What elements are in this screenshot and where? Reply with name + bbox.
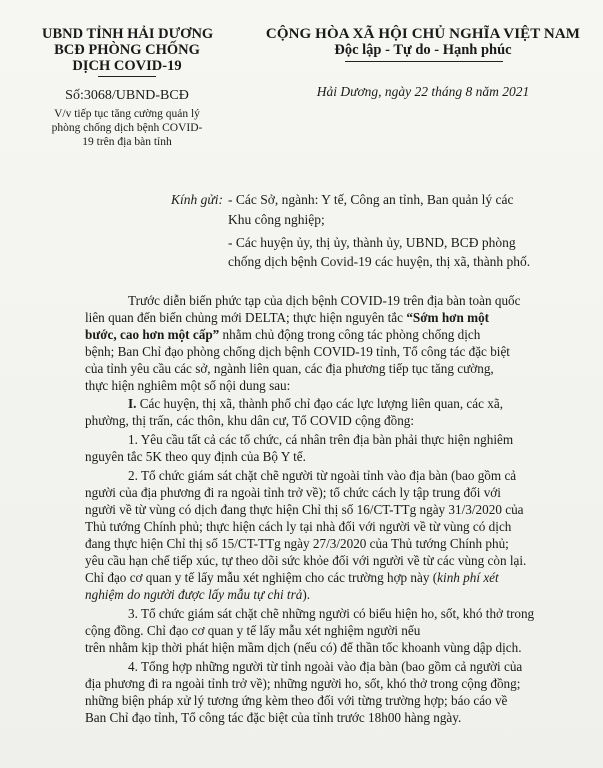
subject-line1: V/v tiếp tục tăng cường quản lý — [54, 108, 200, 120]
document-number: Số:3068/UBND-BCĐ — [65, 88, 189, 103]
recipient-2-line2: chống dịch bệnh Covid-19 các huyện, thị xã, thành phố. — [228, 254, 531, 269]
item-3-line3: trên nhằm kịp thời phát hiện mầm dịch (nếu có) để thần tốc khoanh vùng dập dịch. — [85, 640, 522, 655]
section-1-text: Các huyện, thị xã, thành phố chỉ đạo các lực lượng liên quan, các xã, — [136, 396, 504, 411]
intro-line1: Trước diễn biến phức tạp của dịch bệnh COVID-19 trên địa bàn toàn quốc — [128, 293, 521, 308]
recipient-1-line2: Khu công nghiệp; — [228, 212, 325, 227]
subject-line2: phòng chống dịch bệnh COVID- — [51, 122, 203, 134]
intro-line3-text: nhằm chủ động trong công tác phòng chống dịch — [219, 327, 481, 342]
motto-underline — [345, 61, 503, 62]
section-1-line1 — [128, 396, 503, 412]
intro-line4: bệnh; Ban Chỉ đạo phòng chống dịch bệnh COVID-19 tỉnh, Tổ công tác đặc biệt — [85, 344, 510, 359]
intro-line2 — [85, 310, 489, 326]
intro-line3 — [85, 327, 480, 343]
org-underline — [98, 76, 156, 77]
item-2-line7 — [85, 570, 499, 586]
principle-phrase-part2: bước, cao hơn một cấp” — [85, 327, 220, 342]
principle-phrase-part1: “Sớm hơn một — [406, 310, 490, 325]
recipients-label: Kính gửi: — [171, 192, 223, 207]
item-1-line1: 1. Yêu cầu tất cả các tổ chức, cá nhân trên địa bàn phải thực hiện nghiêm — [128, 432, 514, 447]
item-2-line1: 2. Tổ chức giám sát chặt chẽ người từ ngoài tỉnh vào địa bàn (bao gồm cả — [128, 468, 517, 483]
subject-line3: 19 trên địa bàn tỉnh — [82, 136, 172, 148]
date-line: Hải Dương, ngày 22 tháng 8 năm 2021 — [316, 84, 530, 99]
item-4-line4: Ban Chỉ đạo tỉnh, Tổ công tác đặc biệt của tỉnh trước 18h00 hàng ngày. — [85, 710, 462, 725]
org-name-line3: DỊCH COVID-19 — [72, 58, 182, 74]
item-2-line8 — [85, 587, 310, 603]
funding-note-part1: kinh phí xét — [437, 570, 499, 585]
section-1-number: I. — [128, 396, 137, 411]
item-2-line7-text: Chỉ đạo cơ quan y tế lấy mẫu xét nghiệm cho các trường hợp này ( — [85, 570, 438, 585]
item-3-line2: cộng đồng. Chỉ đạo cơ quan y tế lấy mẫu xét nghiệm người nếu — [85, 623, 421, 638]
national-motto: Độc lập - Tự do - Hạnh phúc — [334, 42, 512, 58]
section-1-line2: phường, thị trấn, các thôn, khu dân cư, Tổ COVID cộng đồng: — [85, 413, 415, 428]
item-2-line4: Thủ tướng Chính phủ; thực hiện cách ly tại nhà đối với người về từ vùng có dịch — [85, 519, 512, 534]
org-name-line1: UBND TỈNH HẢI DƯƠNG — [42, 26, 214, 42]
recipient-2-line1: - Các huyện ủy, thị ủy, thành ủy, UBND, BCĐ phòng — [228, 235, 516, 250]
intro-line2-text: liên quan đến biến chủng mới DELTA; thực hiện nguyên tắc — [85, 310, 407, 325]
item-3-line1: 3. Tổ chức giám sát chặt chẽ những người có biểu hiện ho, sốt, khó thở trong — [128, 606, 535, 621]
item-4-line1: 4. Tổng hợp những người từ tỉnh ngoài vào địa bàn (bao gồm cả người của — [128, 659, 523, 674]
item-1-line2: nguyên tắc 5K theo quy định của Bộ Y tế. — [85, 449, 306, 464]
org-name-line2: BCĐ PHÒNG CHỐNG — [54, 42, 200, 58]
national-title: CỘNG HÒA XÃ HỘI CHỦ NGHĨA VIỆT NAM — [265, 26, 581, 42]
item-2-line8-close: ). — [302, 587, 311, 602]
funding-note-part2: nghiệm do người được lấy mẫu tự chi trả — [85, 587, 303, 602]
item-4-line3: những biện pháp xử lý tương ứng kèm theo đối với từng trường hợp; báo cáo về — [85, 693, 508, 708]
recipient-1-line1: - Các Sở, ngành: Y tế, Công an tỉnh, Ban quản lý các — [228, 192, 514, 207]
item-2-line3: người về từ vùng có dịch đang thực hiện Chỉ thị số 16/CT-TTg ngày 31/3/2020 của — [85, 502, 524, 517]
item-2-line2: người của địa phương đi ra ngoài tỉnh trở về); tổ chức cách ly tập trung đối với — [85, 485, 501, 500]
item-2-line5: đang thực hiện Chỉ thị số 15/CT-TTg ngày 27/3/2020 của Thủ tướng Chính phủ; — [85, 536, 509, 551]
item-2-line6: yêu cầu hạn chế tiếp xúc, tự theo dõi sức khỏe đối với người về từ các vùng còn lại. — [85, 553, 527, 568]
intro-line5: của tỉnh yêu cầu các sở, ngành liên quan, các địa phương tiếp tục tăng cường, — [85, 361, 494, 376]
intro-line6: thực hiện nghiêm một số nội dung sau: — [85, 378, 291, 393]
item-4-line2: địa phương đi ra ngoài tỉnh trở về); những người ho, sốt, khó thở trong cộng đồng; — [85, 676, 521, 691]
